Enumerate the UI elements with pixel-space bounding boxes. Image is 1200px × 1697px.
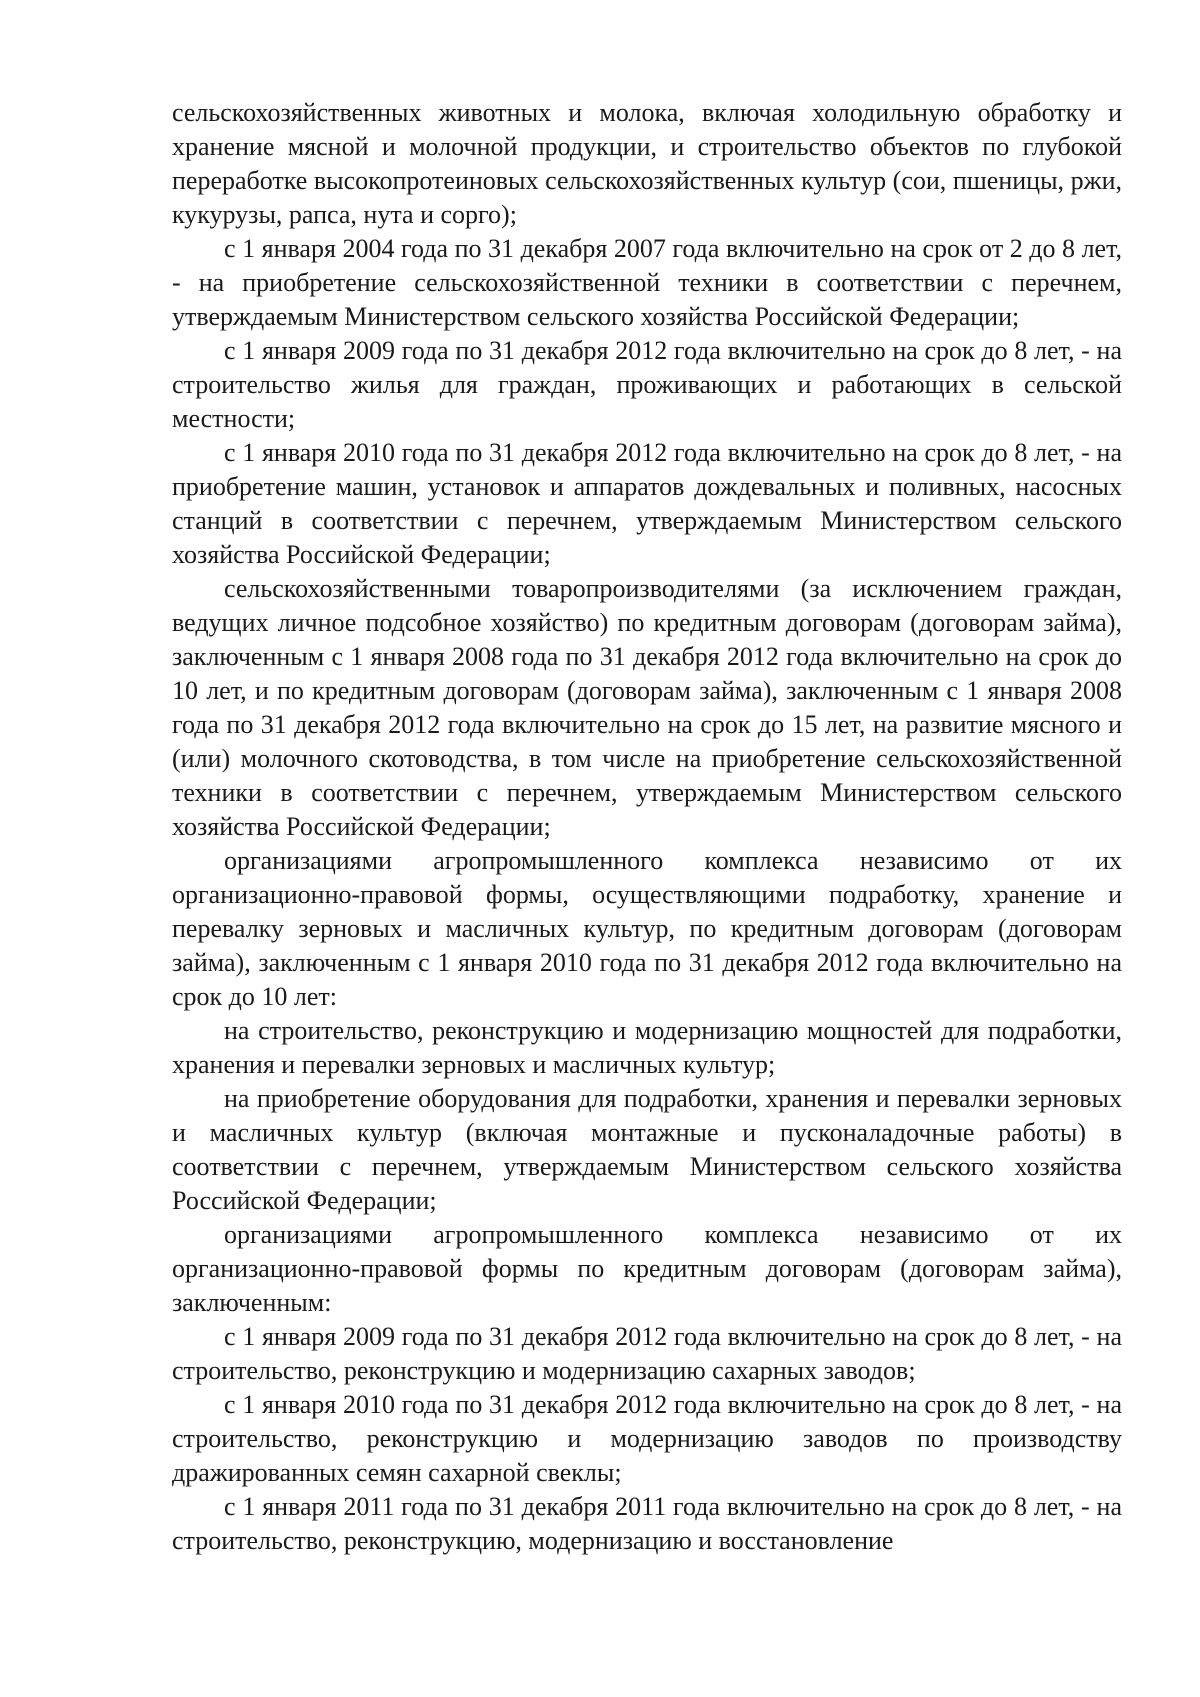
paragraph-2004-2007: с 1 января 2004 года по 31 декабря 2007 года включительно на срок от 2 до 8 лет, - на приобретение сельскохозяйственной техники в соответствии с перечнем, утверждаемым Министерством сельского хозяйства Российской Федерации;: [172, 234, 1122, 331]
paragraph-livestock-producers: сельскохозяйственными товаропроизводителями (за исключением граждан, ведущих личное подсобное хозяйство) по кредитным договорам (договорам займа), заключенным с 1 января 2008 года по 31 декабря 2012 года включительно на срок до 10 лет, и по кредитным договорам (договорам займа), заключенным с 1 января 2008 года по 31 декабря 2012 года включительно на срок до 15 лет, на развитие мясного и (или) молочного скотоводства, в том числе на приобретение сельскохозяйственной техники в соответствии с перечнем, утверждаемым Министерством сельского хозяйства Российской Федерации;: [172, 574, 1122, 841]
paragraph-grain-construction: на строительство, реконструкцию и модернизацию мощностей для подработки, хранения и перевалки зерновых и масличных культур;: [172, 1016, 1122, 1079]
paragraph-sugar-plants: с 1 января 2009 года по 31 декабря 2012 года включительно на срок до 8 лет, - на строительство, реконструкцию и модернизацию сахарных заводов;: [172, 1322, 1122, 1385]
paragraph-agro-organizations-loans: организациями агропромышленного комплекса независимо от их организационно-правовой формы по кредитным договорам (договорам займа), заключенным:: [172, 1220, 1122, 1317]
paragraph-agro-organizations-grain: организациями агропромышленного комплекса независимо от их организационно-правовой формы, осуществляющими подработку, хранение и перевалку зерновых и масличных культур, по кредитным договорам (договорам займа), заключенным с 1 января 2010 года по 31 декабря 2012 года включительно на срок до 10 лет:: [172, 846, 1122, 1011]
paragraph-2011-restoration: с 1 января 2011 года по 31 декабря 2011 года включительно на срок до 8 лет, - на строительство, реконструкцию, модернизацию и восстановление: [172, 1492, 1122, 1555]
paragraph-2009-2012-housing: с 1 января 2009 года по 31 декабря 2012 года включительно на срок до 8 лет, - на строительство жилья для граждан, проживающих и работающих в сельской местности;: [172, 336, 1122, 433]
paragraph-continuation: сельскохозяйственных животных и молока, включая холодильную обработку и хранение мясной и молочной продукции, и строительство объектов по глубокой переработке высокопротеиновых сельскохозяйственных культур (сои, пшеницы, ржи, кукурузы, рапса, нута и сорго);: [172, 98, 1122, 229]
document-body: [172, 96, 1122, 1558]
paragraph-2010-2012-irrigation: с 1 января 2010 года по 31 декабря 2012 года включительно на срок до 8 лет, - на приобретение машин, установок и аппаратов дождевальных и поливных, насосных станций в соответствии с перечнем, утверждаемым Министерством сельского хозяйства Российской Федерации;: [172, 438, 1122, 569]
paragraph-grain-equipment: на приобретение оборудования для подработки, хранения и перевалки зерновых и масличных культур (включая монтажные и пусконаладочные работы) в соответствии с перечнем, утверждаемым Министерством сельского хозяйства Российской Федерации;: [172, 1084, 1122, 1215]
paragraph-sugar-beet-seeds: с 1 января 2010 года по 31 декабря 2012 года включительно на срок до 8 лет, - на строительство, реконструкцию и модернизацию заводов по производству дражированных семян сахарной свеклы;: [172, 1390, 1122, 1487]
